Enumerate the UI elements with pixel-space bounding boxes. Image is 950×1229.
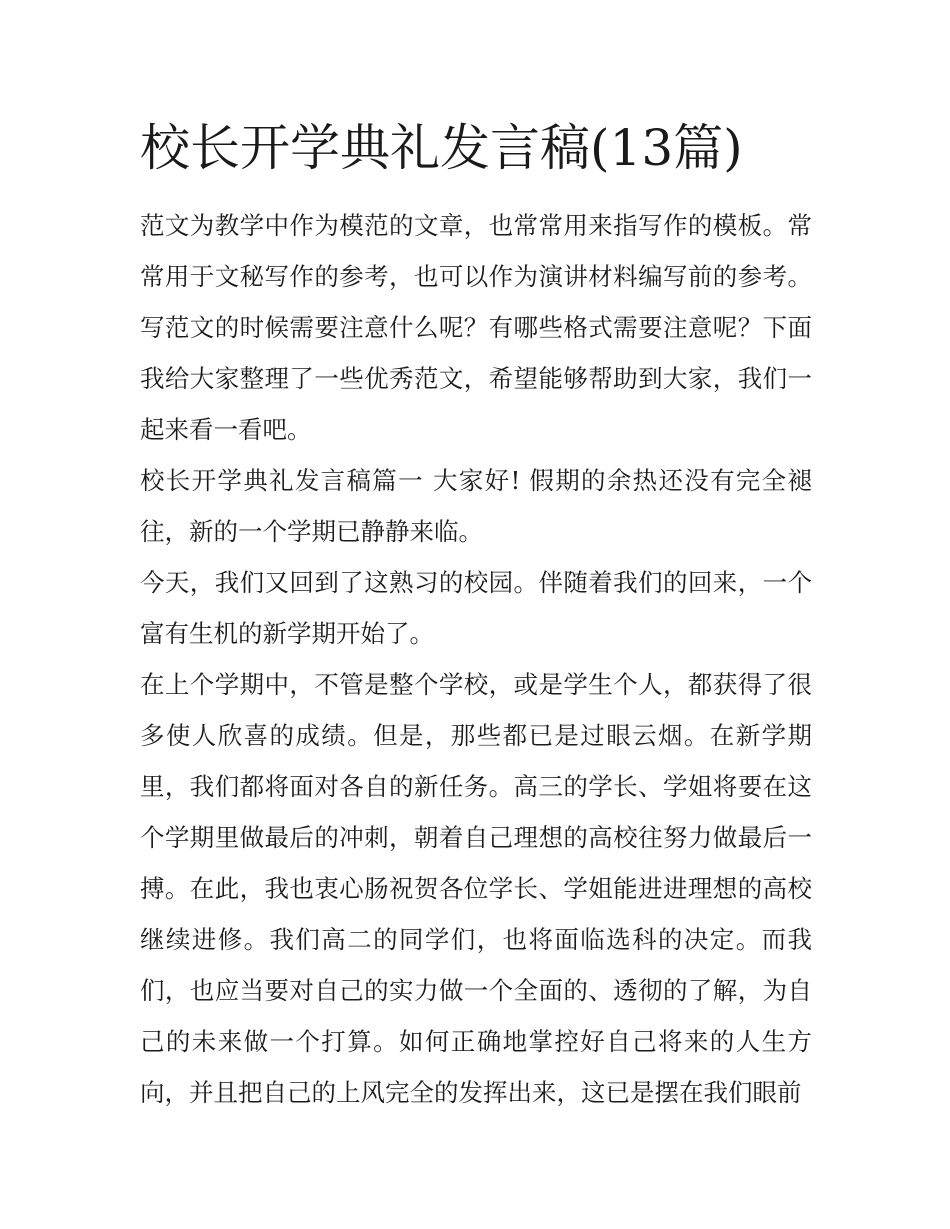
speech-opening-paragraph: 校长开学典礼发言稿篇一 大家好! 假期的余热还没有完全褪往，新的一个学期已静静来临。 <box>140 466 812 546</box>
campus-return-paragraph: 今天，我们又回到了这熟习的校园。伴随着我们的回来，一个富有生机的新学期开始了。 <box>140 568 812 648</box>
semester-tasks-paragraph: 在上个学期中，不管是整个学校，或是学生个人，都获得了很多使人欣喜的成绩。但是，那些都已是过眼云烟。在新学期里，我们都将面对各自的新任务。高三的学长、学姐将要在这个学期里做最后的冲刺，朝着自己理想的高校往努力做最后一搏。在此，我也衷心肠祝贺各位学长、学姐能进进理想的高校继续进修。我们高二的同学们，也将面临选科的决定。而我们，也应当要对自己的实力做一个全面的、透彻的了解，为自己的未来做一个打算。如何正确地掌控好自己将来的人生方向，并且把自己的上风完全的发挥出来，这已是摆在我们眼前 <box>140 670 812 1107</box>
document-body <box>140 118 812 1118</box>
intro-paragraph: 范文为教学中作为模范的文章，也常常用来指写作的模板。常常用于文秘写作的参考，也可以作为演讲材料编写前的参考。写范文的时候需要注意什么呢？有哪些格式需要注意呢？下面我给大家整理了一些优秀范文，希望能够帮助到大家，我们一起来看一看吧。 <box>140 211 812 444</box>
document-title: 校长开学典礼发言稿(13篇) <box>140 119 743 177</box>
